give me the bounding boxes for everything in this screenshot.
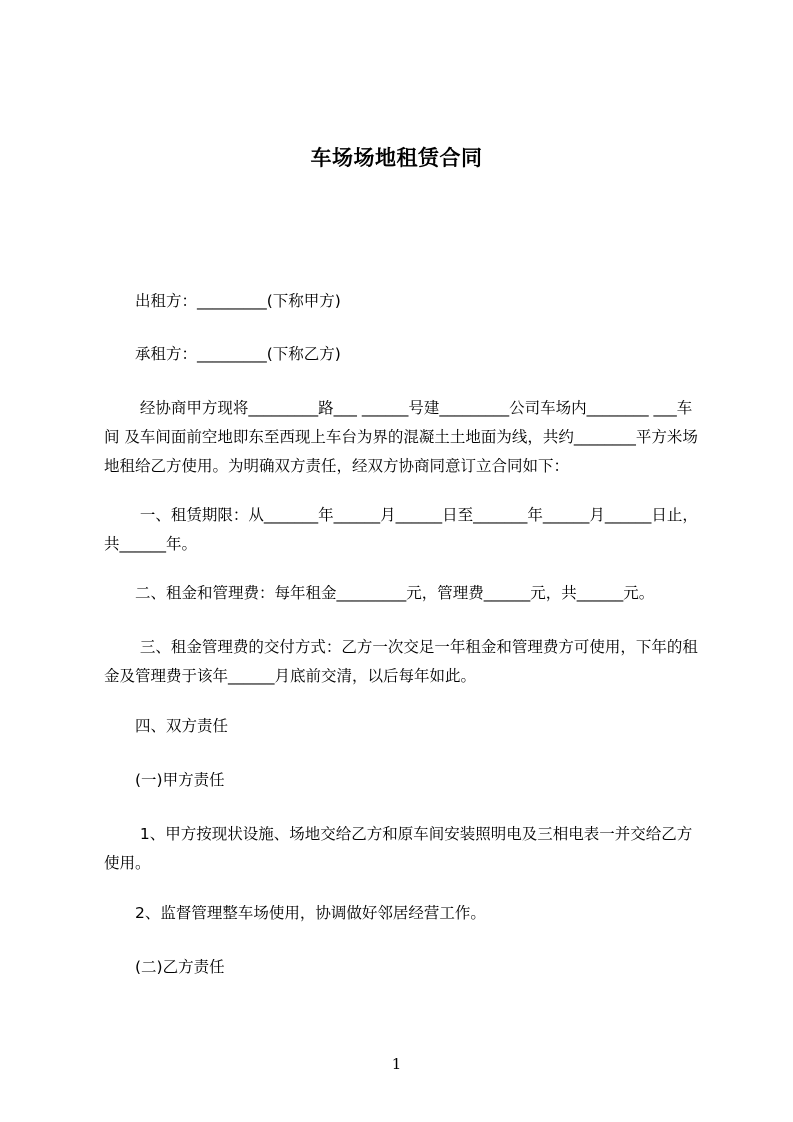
clause-payment-method: 三、租金管理费的交付方式：乙方一次交足一年租金和管理费方可使用，下年的租金及管理费于该年______月底前交清，以后每年如此。 — [104, 638, 698, 685]
party-a-item-1: 1、甲方按现状设施、场地交给乙方和原车间安装照明电及三相电表一并交给乙方使用。 — [104, 825, 693, 872]
preamble-paragraph: 经协商甲方现将_________路___ ______号建_________公司车场内________ ___车间 及车间面前空地即东至西现上车台为界的混凝土土地面为线，共约________平方米场地租给乙方使用。为明确双方责任，经双方协商同意订立合同如下： — [104, 399, 698, 475]
party-a-responsibilities-heading: (一)甲方责任 — [104, 771, 225, 789]
clause-rent-fees: 二、租金和管理费：每年租金_________元，管理费______元，共______元。 — [104, 584, 655, 602]
party-a-item-2: 2、监督管理整车场使用，协调做好邻居经营工作。 — [104, 904, 486, 922]
clause-lease-term: 一、租赁期限：从_______年______月______日至_______年______月______日止，共______年。 — [104, 506, 698, 553]
party-b-responsibilities-heading: (二)乙方责任 — [104, 958, 225, 976]
lessee-line: 承租方：_________(下称乙方) — [104, 345, 341, 363]
page-number: 1 — [391, 1055, 402, 1073]
document-title: 车场场地租赁合同 — [310, 146, 483, 170]
clause-responsibilities-heading: 四、双方责任 — [104, 717, 229, 735]
lessor-line: 出租方：_________(下称甲方) — [104, 292, 341, 310]
